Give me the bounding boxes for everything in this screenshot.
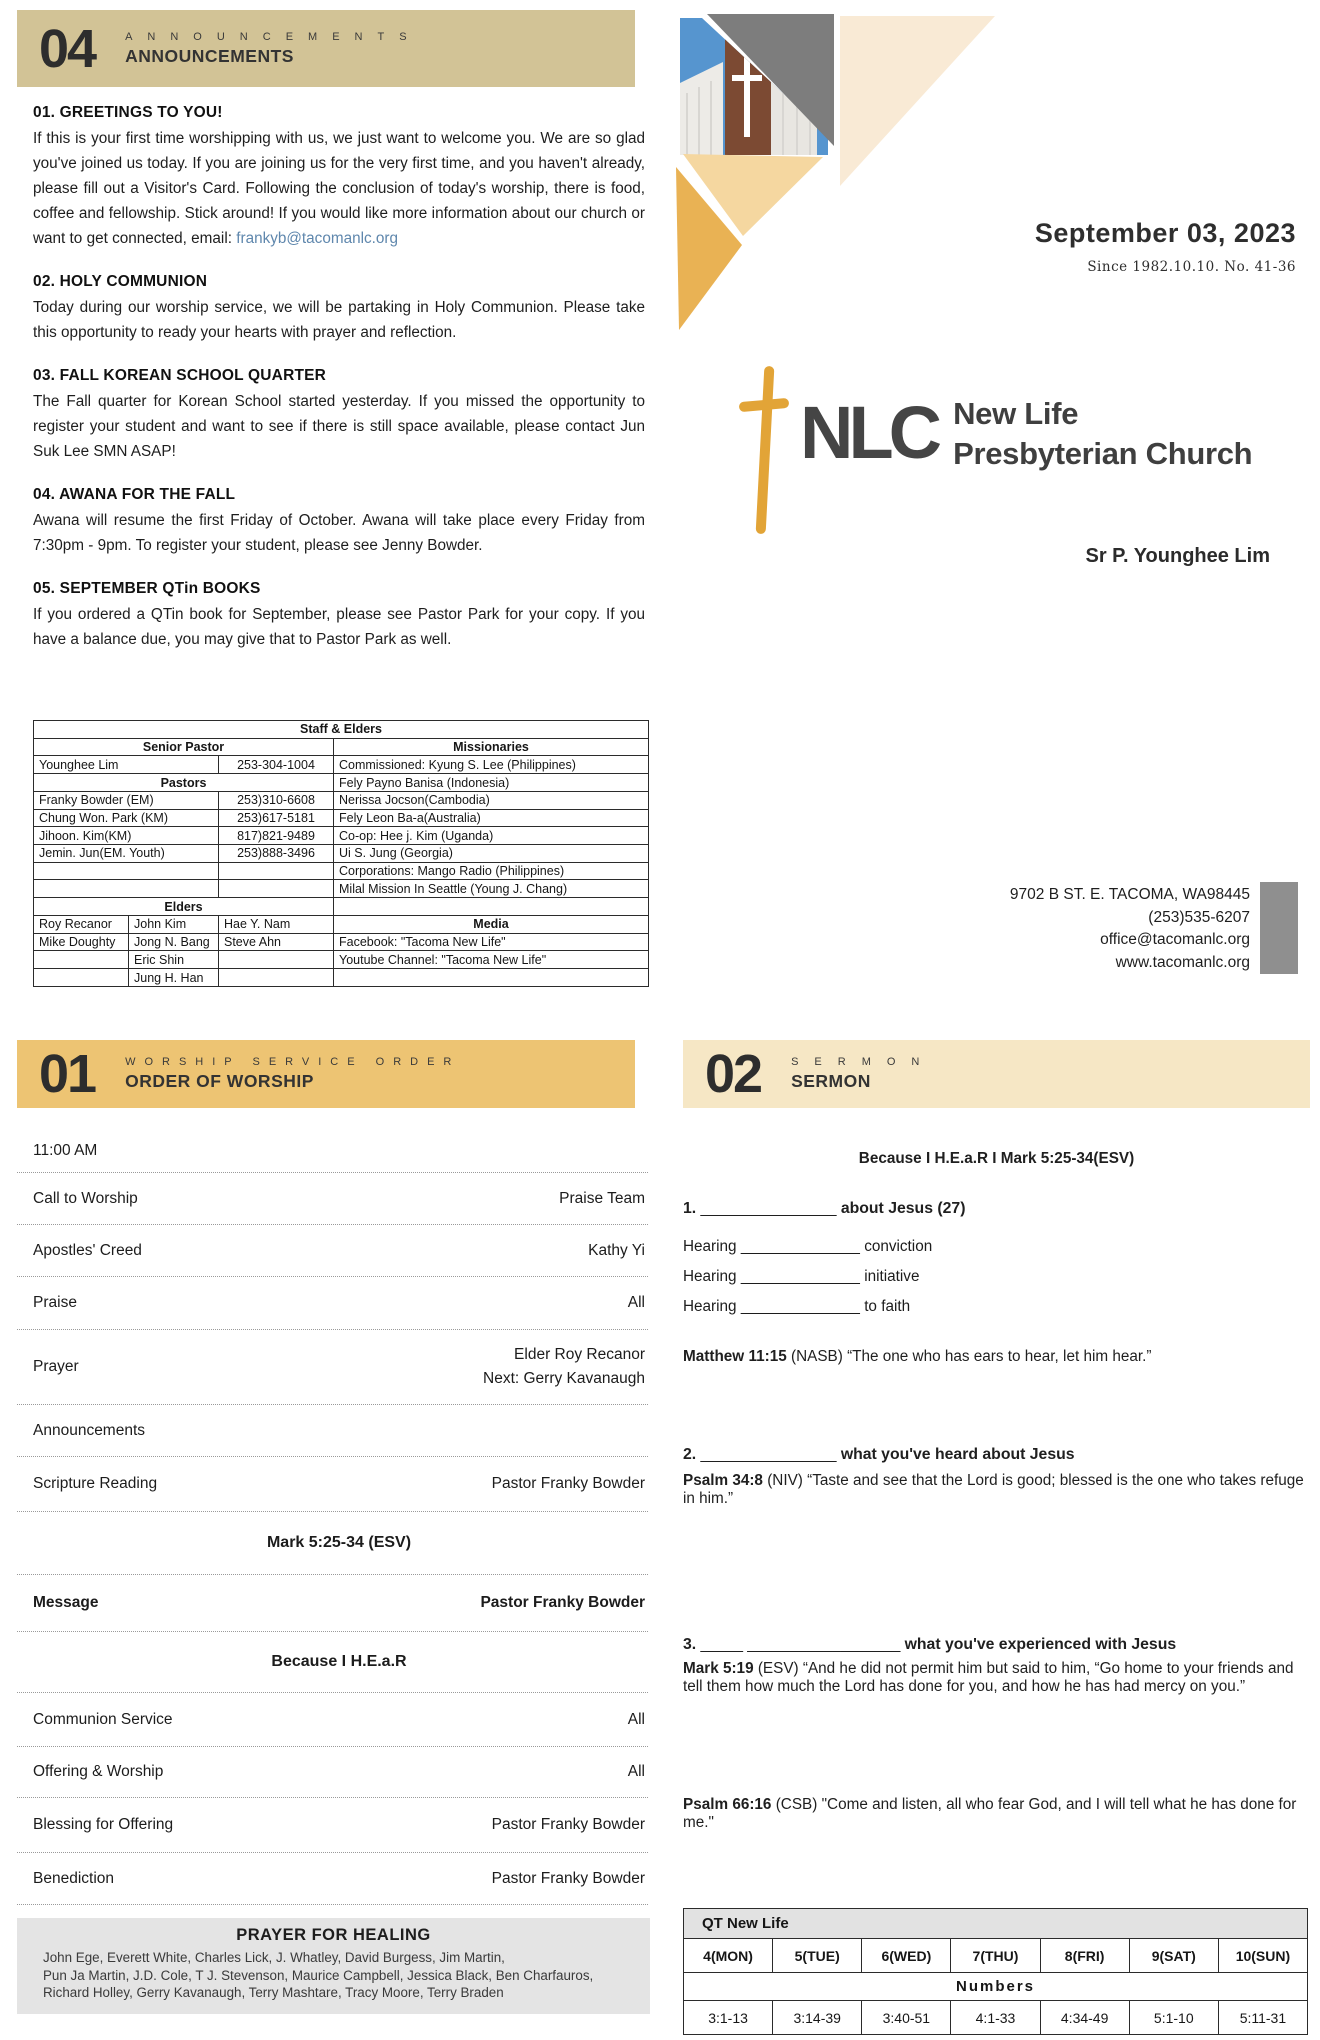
elder-name: Steve Ahn: [219, 933, 334, 951]
worship-item-label: Announcements: [33, 1421, 146, 1439]
qt-reading-table: [683, 1908, 1308, 2035]
church-logo: [738, 362, 1252, 540]
cover-collage: [655, 5, 1005, 340]
hearing-suffix: initiative: [864, 1268, 920, 1285]
announcement-item: [33, 580, 645, 652]
worship-item-label: Message: [33, 1594, 99, 1611]
sermon-title: Because I H.E.a.R I Mark 5:25-34(ESV): [858, 1150, 1135, 1167]
hearing-prefix: Hearing: [683, 1238, 737, 1255]
sermon-section-header: [683, 1040, 1310, 1108]
staff-name: Jemin. Jun(EM. Youth): [34, 845, 219, 863]
empty-cell: [34, 862, 219, 880]
point-text: about Jesus (27): [840, 1200, 966, 1217]
prayer-names-line: John Ege, Everett White, Charles Lick, J. Whatley, David Burgess, Jim Martin,: [43, 1950, 505, 1965]
announcement-body: Awana will resume the first Friday of October. Awana will take place every Friday from 7:30pm - 9pm. To register your student, please see Jenny Bowder.: [33, 512, 645, 554]
elder-name: Jung H. Han: [129, 969, 219, 987]
fill-in-blank: ______________: [740, 1298, 860, 1315]
worship-row-scripture: [17, 1512, 648, 1575]
elder-name: John Kim: [129, 915, 219, 933]
staff-name: Jihoon. Kim(KM): [34, 827, 219, 845]
announcement-title: 05. SEPTEMBER QTin BOOKS: [33, 580, 261, 597]
verse-reference: Mark 5:19: [683, 1660, 754, 1677]
announcement-title: 04. AWANA FOR THE FALL: [33, 486, 236, 503]
worship-item-value: Praise Team: [559, 1189, 645, 1207]
worship-row: [17, 1457, 648, 1512]
hearing-suffix: conviction: [864, 1238, 933, 1255]
worship-item-label: Call to Worship: [33, 1189, 138, 1207]
point-number: 2.: [683, 1446, 697, 1463]
elder-name: [34, 969, 129, 987]
fill-in-blank: __________________: [747, 1636, 901, 1653]
qt-reading: 4:34-49: [1040, 2001, 1129, 2035]
senior-pastor-header: Senior Pastor: [34, 738, 334, 756]
fill-in-blank: ________________: [700, 1200, 837, 1217]
qt-day: 10(SUN): [1218, 1939, 1307, 1973]
empty-cell: [34, 880, 219, 898]
section-number: 04: [39, 18, 96, 79]
bulletin-date: September 03, 2023: [1034, 218, 1296, 248]
qt-reading: 3:40-51: [862, 2001, 951, 2035]
verse-reference: Psalm 34:8: [683, 1472, 763, 1489]
elder-name: [219, 951, 334, 969]
announcement-title: 03. FALL KOREAN SCHOOL QUARTER: [33, 367, 327, 384]
elder-name: [219, 969, 334, 987]
elder-name: Mike Doughty: [34, 933, 129, 951]
missionary-cell: Ui S. Jung (Georgia): [334, 845, 649, 863]
point-number: 1.: [683, 1200, 697, 1217]
elder-name: [34, 951, 129, 969]
contact-email: office@tacomanlc.org: [1100, 931, 1250, 948]
media-cell: Youtube Channel: "Tacoma New Life": [334, 951, 649, 969]
section-spaced-label: ANNOUNCEMENTS: [125, 30, 422, 43]
verse-version: (CSB): [775, 1796, 818, 1813]
announcement-body: The Fall quarter for Korean School started yesterday. If you missed the opportunity to register your student and want to see if there is still space available, please contact Jun Suk Lee SMN ASAP!: [33, 393, 645, 460]
sermon-verse: [683, 1660, 1310, 1695]
announcement-text: If this is your first time worshipping with us, we just want to welcome you. We are so glad you've joined us today. If you are joining us for the very first time, and you haven't already, please fill out a Visitor's Card. Following the conclusion of today's worship, there is food, coffee and fellowship. Stick around! If you would like more information about our church or want to get connected, email:: [33, 130, 645, 247]
staff-phone: 253-304-1004: [219, 756, 334, 774]
worship-item-value: All: [627, 1763, 645, 1780]
announcement-title: 02. HOLY COMMUNION: [33, 273, 208, 290]
worship-item-value: Pastor Franky Bowder: [491, 1816, 645, 1833]
hearing-line: [683, 1268, 1310, 1286]
announcement-item: [33, 367, 645, 464]
section-number: 02: [705, 1044, 762, 1104]
worship-row: [17, 1798, 648, 1853]
worship-item-value: Pastor Franky Bowder: [491, 1869, 645, 1887]
verse-version: (NIV): [767, 1472, 803, 1489]
prayer-for-healing-title: PRAYER FOR HEALING: [236, 1926, 431, 1944]
order-of-worship-list: [17, 1129, 648, 1905]
announcement-body: Today during our worship service, we will be partaking in Holy Communion. Please take this opportunity to ready your hearts with prayer and reflection.: [33, 299, 645, 341]
worship-item-label: Prayer: [33, 1358, 79, 1375]
qt-day: 7(THU): [951, 1939, 1040, 1973]
qt-table-title: QT New Life: [684, 1909, 1308, 1939]
missionary-cell: Commissioned: Kyung S. Lee (Philippines): [334, 756, 649, 774]
verse-text: “Taste and see that the Lord is good; blessed is the one who takes refuge in him.”: [683, 1472, 1304, 1507]
worship-item-value: Pastor Franky Bowder: [480, 1594, 645, 1611]
contact-block: [660, 884, 1250, 974]
decorative-gray-bar: [1260, 882, 1298, 974]
prayer-for-healing-box: [17, 1918, 650, 2014]
empty-cell: [334, 898, 649, 916]
contact-address: 9702 B ST. E. TACOMA, WA98445: [1009, 886, 1250, 903]
church-name-line1: New Life: [953, 396, 1079, 431]
worship-row: [17, 1853, 648, 1905]
email-link[interactable]: frankyb@tacomanlc.org: [236, 230, 399, 247]
qt-reading: 3:14-39: [773, 2001, 862, 2035]
sermon-verse: [683, 1348, 1310, 1366]
verse-text: "Come and listen, all who fear God, and I will tell what he has done for me.": [683, 1796, 1297, 1831]
church-name-line2: Presbyterian Church: [953, 436, 1253, 471]
worship-row: [17, 1747, 648, 1798]
service-time: 11:00 AM: [33, 1141, 98, 1159]
worship-item-value: [483, 1343, 645, 1391]
sermon-point-3: [683, 1636, 1310, 1654]
worship-row: [17, 1225, 648, 1277]
logo-cross-icon: [738, 362, 790, 540]
fill-in-blank: ________________: [700, 1446, 837, 1463]
missionary-cell: Fely Payno Banisa (Indonesia): [334, 774, 649, 792]
point-text: what you've heard about Jesus: [840, 1446, 1075, 1463]
church-name: [953, 394, 1252, 474]
verse-version: (NASB): [790, 1348, 843, 1365]
qt-day: 4(MON): [684, 1939, 773, 1973]
staff-phone: 253)310-6608: [219, 791, 334, 809]
announcements-section-header: [17, 10, 635, 87]
sermon-point-1: [683, 1200, 1310, 1218]
section-title: ORDER OF WORSHIP: [125, 1071, 314, 1091]
qt-day: 6(WED): [862, 1939, 951, 1973]
table-title: Staff & Elders: [34, 721, 649, 739]
announcement-item: [33, 486, 645, 558]
verse-reference: Psalm 66:16: [683, 1796, 772, 1813]
qt-reading: 3:1-13: [684, 2001, 773, 2035]
worship-row: [17, 1277, 648, 1330]
qt-day: 9(SAT): [1129, 1939, 1218, 1973]
sermon-verse: [683, 1472, 1310, 1507]
hearing-line: [683, 1238, 1310, 1256]
worship-item-label: Praise: [33, 1294, 77, 1311]
contact-phone: (253)535-6207: [1148, 908, 1250, 926]
worship-row: [17, 1405, 648, 1457]
staff-phone: 817)821-9489: [219, 827, 334, 845]
photo-cross-icon: [744, 57, 750, 137]
fill-in-blank: _____: [700, 1636, 743, 1653]
missionary-cell: Nerissa Jocson(Cambodia): [334, 791, 649, 809]
worship-item-value: Kathy Yi: [588, 1241, 645, 1259]
worship-item-label: Blessing for Offering: [33, 1816, 174, 1833]
elder-name: Eric Shin: [129, 951, 219, 969]
point-number: 3.: [683, 1636, 697, 1653]
staff-phone: 253)888-3496: [219, 845, 334, 863]
staff-phone: 253)617-5181: [219, 809, 334, 827]
section-spaced-label: WORSHIP SERVICE ORDER: [125, 1056, 461, 1068]
hearing-line: [683, 1298, 1310, 1316]
verse-text: “And he did not permit him but said to him, “Go home to your friends and tell them how much the Lord has done for you, and how he has had mercy on you.”: [683, 1660, 1294, 1695]
qt-day: 8(FRI): [1040, 1939, 1129, 1973]
announcement-item: [33, 104, 645, 251]
section-labels: [125, 31, 421, 67]
missionary-cell: Co-op: Hee j. Kim (Uganda): [334, 827, 649, 845]
hearing-prefix: Hearing: [683, 1298, 737, 1315]
qt-reading: 5:11-31: [1218, 2001, 1307, 2035]
prayer-names: [17, 1945, 650, 2002]
elder-name: Roy Recanor: [34, 915, 129, 933]
section-spaced-label: SERMON: [791, 1056, 936, 1068]
worship-row: [17, 1693, 648, 1747]
announcement-body: [33, 126, 645, 251]
section-title: ANNOUNCEMENTS: [125, 45, 294, 66]
message-title: Because I H.E.a.R: [271, 1653, 407, 1670]
announcements-list: [33, 104, 645, 674]
point-text: what you've experienced with Jesus: [904, 1636, 1177, 1653]
worship-item-value: Pastor Franky Bowder: [491, 1475, 645, 1492]
fill-in-blank: ______________: [740, 1268, 860, 1285]
sermon-verse: [683, 1796, 1310, 1831]
qt-book: Numbers: [684, 1973, 1308, 2001]
announcement-title: 01. GREETINGS TO YOU!: [33, 104, 223, 121]
staff-name: Franky Bowder (EM): [34, 791, 219, 809]
verse-reference: Matthew 11:15: [683, 1348, 787, 1365]
scripture-reference: Mark 5:25-34 (ESV): [266, 1534, 412, 1551]
missionaries-header: Missionaries: [334, 738, 649, 756]
empty-cell: [334, 969, 649, 987]
worship-item-value: All: [627, 1710, 645, 1728]
sermon-outline: [683, 1128, 1310, 1918]
worship-item-label: Benediction: [33, 1869, 115, 1887]
worship-item-label: Scripture Reading: [33, 1475, 158, 1492]
prayer-names-line: Richard Holley, Gerry Kavanaugh, Terry Mashtare, Tracy Moore, Terry Braden: [43, 1985, 504, 2000]
staff-name: Younghee Lim: [34, 756, 219, 774]
pastors-header: Pastors: [34, 774, 334, 792]
contact-website: www.tacomanlc.org: [1115, 953, 1250, 971]
section-title: SERMON: [791, 1071, 871, 1091]
prayer-leader: Elder Roy Recanor: [514, 1346, 645, 1363]
staff-elders-table: [33, 720, 649, 987]
elder-name: Jong N. Bang: [129, 933, 219, 951]
section-number: 01: [39, 1044, 96, 1104]
fill-in-blank: ______________: [740, 1238, 860, 1255]
hearing-suffix: to faith: [864, 1298, 911, 1315]
worship-row: [17, 1330, 648, 1405]
section-labels: [791, 1056, 935, 1092]
worship-item-value: All: [627, 1294, 645, 1311]
staff-name: Chung Won. Park (KM): [34, 809, 219, 827]
logo-monogram: NLC: [800, 391, 938, 474]
since-issue-line: Since 1982.10.10. No. 41-36: [1087, 259, 1296, 275]
missionary-cell: Corporations: Mango Radio (Philippines): [334, 862, 649, 880]
elder-name: Hae Y. Nam: [219, 915, 334, 933]
verse-text: “The one who has ears to hear, let him hear.”: [847, 1348, 1152, 1365]
worship-section-header: [17, 1040, 635, 1108]
prayer-names-line: Pun Ja Martin, J.D. Cole, T J. Stevenson, Maurice Campbell, Jessica Black, Ben Charfauros,: [43, 1967, 594, 1983]
elders-header: Elders: [34, 898, 334, 916]
missionary-cell: Milal Mission In Seattle (Young J. Chang): [334, 880, 649, 898]
worship-row: [17, 1173, 648, 1225]
empty-cell: [219, 880, 334, 898]
qt-day: 5(TUE): [773, 1939, 862, 1973]
media-cell: Facebook: "Tacoma New Life": [334, 933, 649, 951]
empty-cell: [219, 862, 334, 880]
worship-row-message-title: [17, 1632, 648, 1693]
qt-reading: 4:1-33: [951, 2001, 1040, 2035]
worship-row-message: [17, 1575, 648, 1632]
prayer-next: Next: Gerry Kavanaugh: [483, 1370, 645, 1387]
media-header: Media: [334, 915, 649, 933]
announcement-item: [33, 273, 645, 345]
worship-item-label: Offering & Worship: [33, 1763, 164, 1780]
senior-pastor-line: Sr P. Younghee Lim: [1085, 545, 1270, 567]
announcement-body: If you ordered a QTin book for September, please see Pastor Park for your copy. If you have a balance due, you may give that to Pastor Park as well.: [33, 606, 645, 648]
section-labels: [125, 1056, 460, 1092]
worship-item-label: Apostles' Creed: [33, 1241, 142, 1259]
qt-reading: 5:1-10: [1129, 2001, 1218, 2035]
cream-triangle: [840, 16, 995, 186]
missionary-cell: Fely Leon Ba-a(Australia): [334, 809, 649, 827]
worship-item-label: Communion Service: [33, 1710, 173, 1728]
sermon-point-2: [683, 1446, 1310, 1464]
verse-version: (ESV): [757, 1660, 799, 1677]
hearing-prefix: Hearing: [683, 1268, 737, 1285]
worship-row-time: [17, 1129, 648, 1173]
